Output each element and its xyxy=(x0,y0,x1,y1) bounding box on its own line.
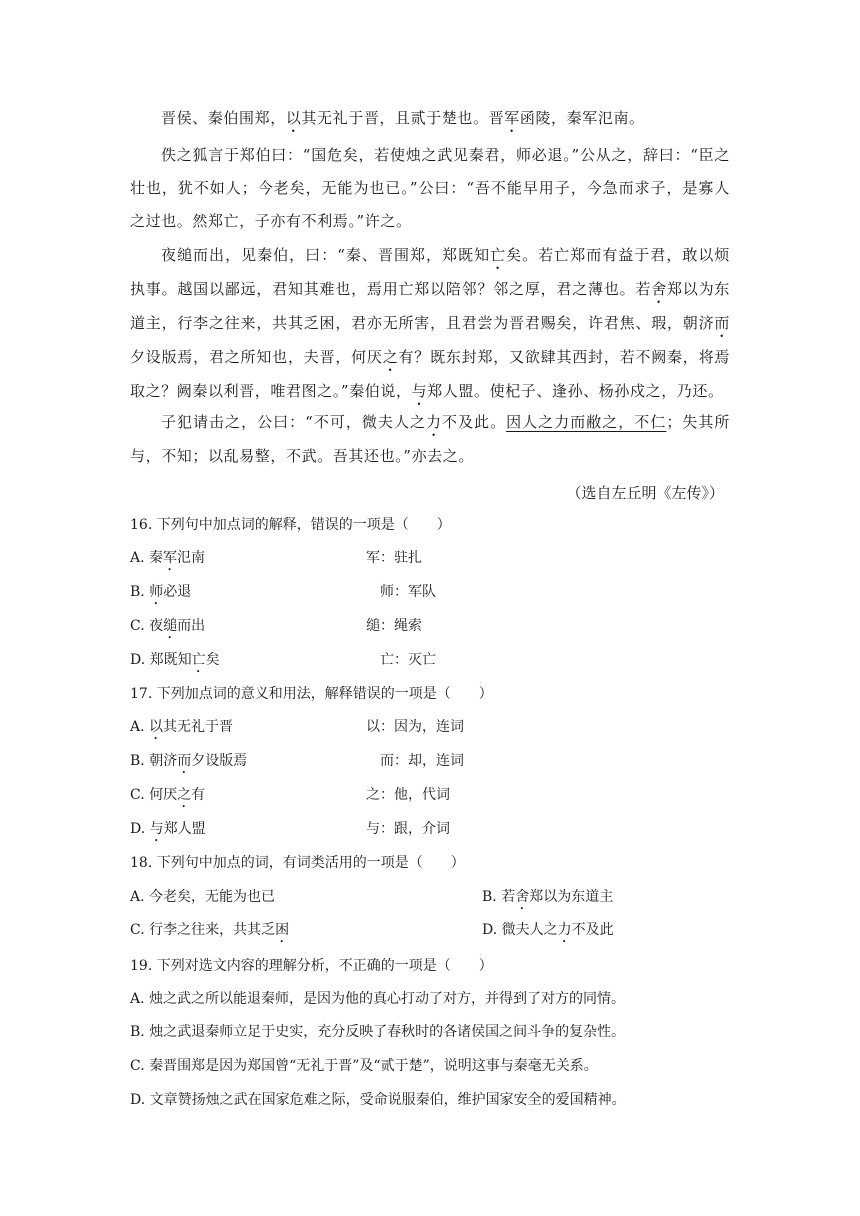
question-18-stem: 18. 下列句中加点的词，有词类活用的一项是（ ） xyxy=(130,855,465,871)
dotted-word: 困 xyxy=(275,922,290,938)
text: C. 行李之往来，共其乏 xyxy=(130,922,276,938)
question-19-stem: 19. 下列对选文内容的理解分析，不正确的一项是（ ） xyxy=(130,958,493,974)
q16-option-d[interactable] xyxy=(130,649,220,676)
question-16-stem: 16. 下列句中加点词的解释，错误的一项是（ ） xyxy=(130,517,451,533)
text: 矣 xyxy=(205,652,220,668)
text: C. 何厌 xyxy=(130,787,178,803)
q18-option-a[interactable] xyxy=(130,886,275,913)
q16-option-a-gloss: 军：驻扎 xyxy=(366,550,422,566)
text: D. 郑既知 xyxy=(130,652,192,668)
underlined-sentence: 因人之力而敝之，不仁 xyxy=(506,413,667,431)
text: 其无礼于晋 xyxy=(163,719,234,735)
dotted-word: 而 xyxy=(177,753,192,769)
dotted-word: 之 xyxy=(382,348,399,366)
text: 子犯请击之，公曰：“不可，微夫人之 xyxy=(161,413,427,431)
q17-option-d[interactable] xyxy=(130,818,206,845)
text: 郑人盟。使杞子、逢孙、杨孙戍之，乃还。 xyxy=(427,382,724,400)
text: D. xyxy=(130,821,150,837)
q17-option-d-gloss: 与：跟，介词 xyxy=(366,821,450,837)
dotted-word: 以 xyxy=(149,719,164,735)
dotted-word: 亡 xyxy=(191,652,206,668)
text: C. 夜 xyxy=(130,618,164,634)
dotted-word: 与 xyxy=(149,821,164,837)
text: 有？既东封郑，又欲肆其西封，若不阙秦，将焉取之？阙秦以利晋，唯君图之。”秦伯说， xyxy=(130,348,730,400)
q17-option-a-gloss: 以：因为，连词 xyxy=(366,719,464,735)
text: B. 若 xyxy=(482,889,516,905)
q17-option-b[interactable] xyxy=(130,750,247,777)
text: 而出 xyxy=(177,618,206,634)
q16-option-b-gloss: 师：军队 xyxy=(380,584,436,600)
question-17-stem: 17. 下列加点词的意义和用法，解释错误的一项是（ ） xyxy=(130,686,493,702)
source-citation: （选自左丘明《左传》） xyxy=(566,484,724,502)
q18-option-c[interactable] xyxy=(130,919,289,946)
text: ；失其所与，不知；以乱易整，不武。吾其还也。”亦去之。 xyxy=(130,413,731,465)
passage-paragraph-4 xyxy=(130,406,730,473)
q19-option-a[interactable]: A. 烛之武之所以能退秦师，是因为他的真心打动了对方，并得到了对方的同情。 xyxy=(130,991,626,1007)
text: A. xyxy=(130,719,150,735)
text: 函陵，秦军氾南。 xyxy=(519,109,645,127)
text: 不及此。 xyxy=(442,413,507,431)
text: 晋侯、秦伯围郑， xyxy=(161,109,286,127)
dotted-word: 军 xyxy=(163,550,178,566)
text: B. 朝济 xyxy=(130,753,178,769)
text: 不及此 xyxy=(571,922,614,938)
q17-option-b-gloss: 而：却，连词 xyxy=(380,753,464,769)
q16-option-c-gloss: 缒：绳索 xyxy=(366,618,422,634)
q18-option-d[interactable] xyxy=(482,919,614,946)
q18-option-b[interactable] xyxy=(482,886,613,913)
text: 夜缒而出，见秦伯，曰：“秦、晋围郑，郑既知 xyxy=(161,246,491,264)
dotted-word: 之 xyxy=(177,787,192,803)
dotted-word: 力 xyxy=(557,922,572,938)
passage-paragraph-2: 佚之狐言于郑伯曰：“国危矣，若使烛之武见秦君，师必退。”公从之，辞曰：“臣之壮也，犹不如人；今老矣，无能为也已。”公曰：“吾不能早用子，今急而求子，是寡人之过也。然郑亡，子亦有不利焉。”许之。 xyxy=(130,146,730,230)
q17-option-a[interactable] xyxy=(130,716,233,743)
text: 必退 xyxy=(163,584,192,600)
q19-option-b[interactable]: B. 烛之武退秦师立足于史实，充分反映了春秋时的各诸侯国之间斗争的复杂性。 xyxy=(130,1024,626,1040)
q16-option-d-gloss: 亡：灭亡 xyxy=(380,652,436,668)
q17-option-c-gloss: 之：他，代词 xyxy=(366,787,450,803)
dotted-word: 舍 xyxy=(515,889,530,905)
dotted-word: 以 xyxy=(285,109,302,127)
dotted-word: 力 xyxy=(426,413,443,431)
text: 有 xyxy=(191,787,206,803)
text: 其无礼于晋，且贰于楚也。晋 xyxy=(301,109,505,127)
text: 郑以为东道主 xyxy=(529,889,614,905)
q17-option-c[interactable] xyxy=(130,784,205,811)
dotted-word: 与 xyxy=(411,382,428,400)
q19-option-d[interactable]: D. 文章赞扬烛之武在国家危难之际，受命说服秦伯，维护国家安全的爱国精神。 xyxy=(130,1092,626,1108)
text: A. 秦 xyxy=(130,550,164,566)
text: 氾南 xyxy=(177,550,206,566)
dotted-word: 亡 xyxy=(490,246,507,264)
dotted-word: 军 xyxy=(504,109,520,127)
text: 夕设版焉，君之所知也，夫晋，何厌 xyxy=(130,348,383,366)
text: B. xyxy=(130,584,150,600)
text: A. 今老矣，无能为也已 xyxy=(130,889,276,905)
passage-paragraph-3 xyxy=(130,239,730,409)
dotted-word: 师 xyxy=(149,584,164,600)
text: 矣。若亡郑而有益于君，敢以烦执事。越国以鄙远，君知其难也，焉用亡郑以陪邻？邻之厚，君之薄也。若 xyxy=(130,246,730,298)
text: 郑人盟 xyxy=(163,821,206,837)
dotted-word: 舍 xyxy=(651,280,667,298)
dotted-word: 而 xyxy=(714,314,730,332)
q16-option-b[interactable] xyxy=(130,581,191,608)
passage-paragraph-1 xyxy=(130,102,730,136)
text: 郑以为东道主，行李之往来，共其乏困，君亦无所害，且君尝为晋君赐矣，许君焦、瑕，朝济 xyxy=(130,280,730,332)
q16-option-c[interactable] xyxy=(130,615,205,642)
text: D. 微夫人之 xyxy=(482,922,558,938)
dotted-word: 缒 xyxy=(163,618,178,634)
q19-option-c[interactable]: C. 秦晋围郑是因为郑国曾“无礼于晋”及“贰于楚”，说明这事与秦毫无关系。 xyxy=(130,1058,598,1074)
text: 夕设版焉 xyxy=(191,753,248,769)
q16-option-a[interactable] xyxy=(130,547,205,574)
